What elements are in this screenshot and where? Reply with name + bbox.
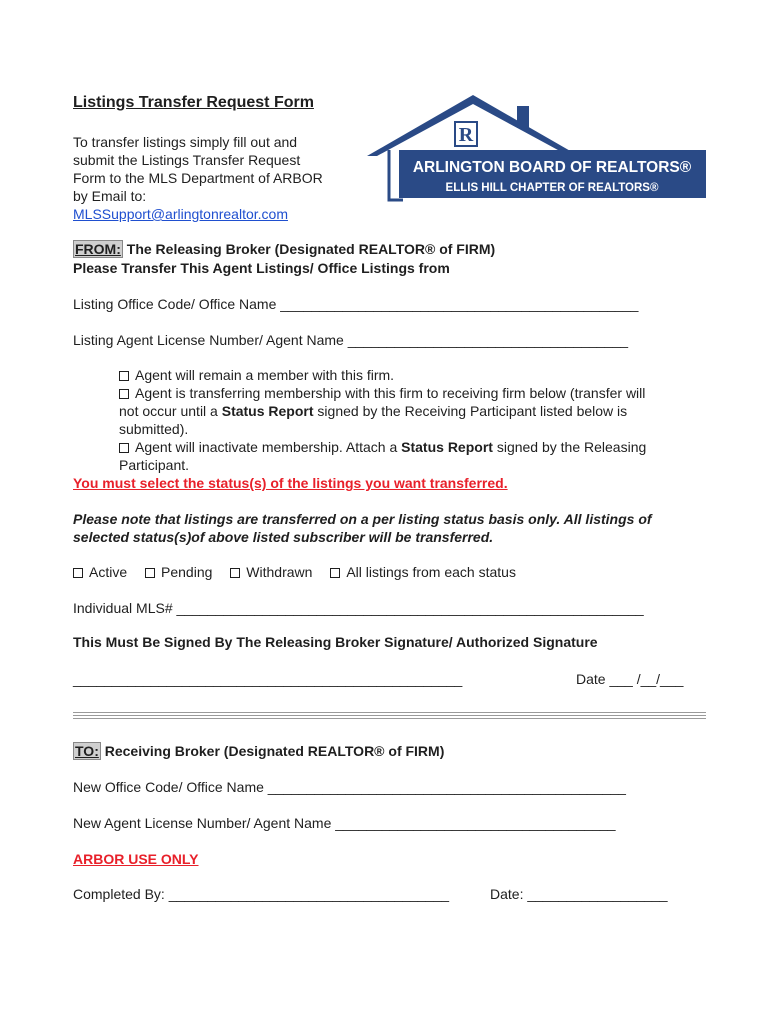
logo-mark: R: [458, 124, 474, 146]
note-line-1: Please note that listings are transferred on a per listing status basis only. All listings of: [73, 511, 652, 527]
status-options: [73, 563, 516, 581]
listing-office-input[interactable]: ______________________________________________: [280, 296, 639, 312]
option-inactivate-label: Agent will inactivate membership. Attach a: [135, 439, 402, 455]
listing-agent-label: Listing Agent License Number/ Agent Name: [73, 332, 348, 348]
new-office-field: [73, 778, 626, 796]
option-inactivate-checkbox[interactable]: [119, 443, 129, 453]
completed-date-label: Date:: [490, 886, 528, 902]
listing-office-field: [73, 295, 638, 313]
option-inactivate-end: Participant.: [119, 457, 190, 473]
arbor-logo: [365, 92, 710, 222]
completed-date-input[interactable]: __________________: [527, 886, 668, 902]
status-pending[interactable]: [145, 564, 212, 580]
status-all-label: All listings from each status: [346, 564, 516, 580]
to-heading: [73, 742, 444, 760]
completed-by-field: [73, 885, 449, 903]
option-inactivate-text: signed by the Releasing: [492, 439, 647, 455]
signature-input[interactable]: __________________________________________________: [73, 671, 463, 687]
separator-line: [73, 718, 706, 719]
option-transfer-checkbox[interactable]: [119, 389, 129, 399]
completed-date-field: [490, 885, 668, 903]
intro-line: To transfer listings simply fill out and: [73, 134, 298, 150]
intro-line: Form to the MLS Department of ARBOR: [73, 170, 323, 186]
intro-line: by Email to:: [73, 188, 147, 204]
mls-input[interactable]: ____________________________________________________________: [176, 600, 644, 616]
option-remain-checkbox[interactable]: [119, 371, 129, 381]
completed-by-label: Completed By:: [73, 886, 169, 902]
option-transfer-end: submitted).: [119, 421, 189, 437]
completed-by-input[interactable]: ____________________________________: [168, 886, 450, 902]
status-pending-label: Pending: [161, 564, 213, 580]
new-agent-label: New Agent License Number/ Agent Name: [73, 815, 336, 831]
status-withdrawn-checkbox[interactable]: [230, 568, 240, 578]
status-withdrawn[interactable]: [230, 564, 312, 580]
separator-line: [73, 715, 706, 716]
arbor-use-only-heading: ARBOR USE ONLY: [73, 851, 199, 867]
support-email-link[interactable]: MLSSupport@arlingtonrealtor.com: [73, 206, 288, 222]
status-all-checkbox[interactable]: [330, 568, 340, 578]
to-tag: TO:: [75, 743, 99, 759]
option-inactivate: [119, 438, 646, 456]
mls-field: [73, 599, 644, 617]
option-remain-label: Agent will remain a member with this firm.: [135, 367, 395, 383]
new-office-label: New Office Code/ Office Name: [73, 779, 268, 795]
status-report-text: Status Report: [401, 439, 493, 455]
to-heading-text: Receiving Broker (Designated REALTOR® of FIRM): [100, 743, 445, 759]
from-tag: FROM:: [75, 241, 121, 257]
from-heading: [73, 240, 495, 258]
option-transfer: [119, 384, 645, 402]
logo-line-2: ELLIS HILL CHAPTER OF REALTORS®: [445, 182, 659, 194]
intro-text: [73, 133, 363, 223]
separator-line: [73, 712, 706, 713]
new-agent-field: [73, 814, 616, 832]
status-all[interactable]: [330, 564, 516, 580]
status-active[interactable]: [73, 564, 127, 580]
listing-office-label: Listing Office Code/ Office Name: [73, 296, 281, 312]
option-transfer-text: signed by the Receiving Participant listed below is: [313, 403, 628, 419]
logo-line-1: ARLINGTON BOARD OF REALTORS®: [412, 159, 692, 176]
mls-label: Individual MLS#: [73, 600, 177, 616]
option-remain: [119, 366, 394, 384]
must-select-warning: You must select the status(s) of the listings you want transferred.: [73, 475, 508, 491]
status-active-checkbox[interactable]: [73, 568, 83, 578]
option-transfer-cont: [119, 402, 627, 420]
new-office-input[interactable]: ______________________________________________: [267, 779, 626, 795]
form-title: Listings Transfer Request Form: [73, 94, 314, 111]
option-transfer-label: Agent is transferring membership with this firm to receiving firm below (transfer will: [135, 385, 646, 401]
status-active-label: Active: [89, 564, 128, 580]
sign-heading: This Must Be Signed By The Releasing Broker Signature/ Authorized Signature: [73, 634, 598, 650]
sign-date-field[interactable]: Date ___ /__/___: [576, 671, 684, 687]
status-report-text: Status Report: [221, 403, 314, 419]
status-withdrawn-label: Withdrawn: [246, 564, 313, 580]
note-line-2: selected status(s)of above listed subscriber will be transferred.: [73, 529, 494, 545]
intro-line: submit the Listings Transfer Request: [73, 152, 301, 168]
from-subheading: Please Transfer This Agent Listings/ Office Listings from: [73, 260, 450, 276]
option-transfer-text: not occur until a: [119, 403, 222, 419]
from-heading-text: The Releasing Broker (Designated REALTOR® of FIRM): [122, 241, 496, 257]
listing-agent-input[interactable]: ____________________________________: [347, 332, 629, 348]
new-agent-input[interactable]: ____________________________________: [335, 815, 616, 831]
listing-agent-field: [73, 331, 628, 349]
status-pending-checkbox[interactable]: [145, 568, 155, 578]
